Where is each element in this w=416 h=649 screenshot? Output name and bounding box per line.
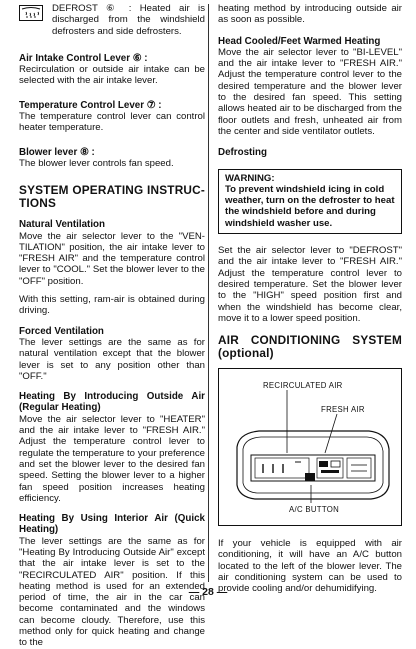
right-column xyxy=(218,0,402,595)
defrost-item xyxy=(19,3,205,37)
defrosting-text: Set the air selector lever to "DEFROST" and the air intake lever to "FRESH AIR." Adjust the temperature control lever to desired temperature. Set the blower lever to the "HIGH" speed position first and when the windshield has become clear, move it to a lower speed position. xyxy=(218,245,402,324)
heating-interior-text: The lever settings are the same as for "Heating By Introducing Outside Air" except that the air intake lever is set to the "RECIRCULATED AIR" position. If this heating method is used for an extended period of time, the air in the car can become contaminated and the windows can become cloudy. Therefore, use this method only for quick heating and change to the xyxy=(19,535,205,649)
heating-outside-text: Move the air selector lever to "HEATER" and the air intake lever to "FRESH AIR." Adjust the temperature control lever to regulate the temperature to your preference and set the blower lever to the desired fan speed. Setting the blower lever to a higher fan speed position increases heating efficiency. xyxy=(19,413,205,504)
defrosting-heading: Defrosting xyxy=(218,147,267,159)
warning-title: WARNING: xyxy=(225,172,275,184)
temperature-heading: Temperature Control Lever ⑦ : xyxy=(19,99,162,111)
left-column xyxy=(19,0,205,649)
head-cooled-text: Move the air selector lever to "BI-LEVEL" and the air intake lever to "FRESH AIR." Adjust the temperature control lever to the desired temperature and the blower lever to the desired fan speed. This setting allows heated air to be discharged from the floor outlets and fresh, unheated air from the center and side ventilator outlets. xyxy=(218,46,402,137)
warning-text: To prevent windshield icing in cold weather, turn on the defroster to heat the windshield before and during windshield washer use. xyxy=(225,183,395,229)
defrost-icon xyxy=(19,5,43,21)
air-intake-text: Recirculation or outside air intake can be selected with the air intake lever. xyxy=(19,64,205,87)
air-intake-heading: Air Intake Control Lever ⑥ : xyxy=(19,52,148,64)
label-fresh-air: FRESH AIR xyxy=(321,405,365,415)
heating-interior-heading: Heating By Using Interior Air (Quick Heating) xyxy=(19,513,205,536)
forced-ventilation-heading: Forced Ventilation xyxy=(19,325,104,337)
natural-ventilation-text: Move the air selector lever to the "VEN-TILATION" position, the air intake lever to "FRESH AIR" and the temperature control lever to "COOL." Set the blower lever to the "OFF" position. xyxy=(19,230,205,287)
control-panel-drawing xyxy=(219,369,401,525)
blower-text: The blower lever controls fan speed. xyxy=(19,157,174,169)
temperature-text: The temperature control lever can control heater temperature. xyxy=(19,111,205,134)
ac-system-heading: AIR CONDITIONING SYSTEM (optional) xyxy=(218,333,402,361)
ram-air-text: With this setting, ram-air is obtained during driving. xyxy=(19,294,205,317)
head-cooled-heading: Head Cooled/Feet Warmed Heating xyxy=(218,35,381,47)
blower-heading: Blower lever ⑧ : xyxy=(19,146,95,158)
ac-control-panel-figure xyxy=(218,368,402,526)
label-recirculated-air: RECIRCULATED AIR xyxy=(263,381,343,391)
forced-ventilation-text: The lever settings are the same as for natural ventilation except that the blower lever is set to any position other than "OFF." xyxy=(19,336,205,382)
natural-ventilation-heading: Natural Ventilation xyxy=(19,219,106,231)
system-heading: SYSTEM OPERATING INSTRUC-TIONS xyxy=(19,183,205,211)
defrost-text: DEFROST ⑥ : Heated air is discharged from the windshield defrosters and side defrosters. xyxy=(52,3,205,37)
continuation-text: heating method by introducing outside air as soon as possible. xyxy=(218,3,402,26)
warning-box xyxy=(218,169,402,234)
heating-outside-heading: Heating By Introducing Outside Air (Regular Heating) xyxy=(19,391,205,414)
page-number: — 28 — xyxy=(188,586,228,598)
ac-text: If your vehicle is equipped with air conditioning, it will have an A/C button located to the left of the blower lever. The air conditioning system can be used to provide cooling and/or dehumidifying. xyxy=(218,538,402,595)
column-divider xyxy=(208,4,209,582)
label-ac-button: A/C BUTTON xyxy=(289,505,340,515)
